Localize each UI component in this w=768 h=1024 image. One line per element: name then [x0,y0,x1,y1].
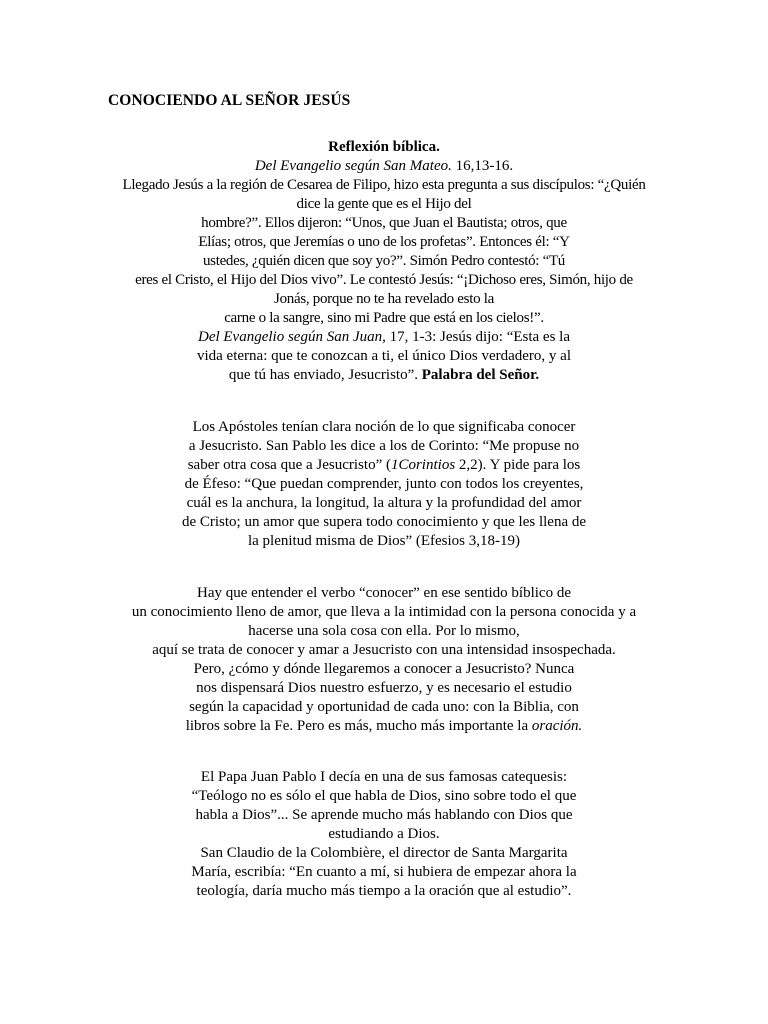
john-line: vida eterna: que te conozcan a ti, el único Dios verdadero, y al [196,348,571,364]
paragraph-line: Hay que entender el verbo “conocer” en ese sentido bíblico de [196,585,571,601]
john-line [60,366,708,385]
matthew-source-line [60,157,708,176]
paragraph-line: estudiando a Dios. [328,826,440,842]
matthew-line: eres el Cristo, el Hijo del Dios vivo”. Le contestó Jesús: “¡Dichoso eres, Simón, hijo de [135,272,633,288]
paragraph-line: María, escribía: “En cuanto a mí, si hubiera de empezar ahora la [191,864,577,880]
paragraph-line: Los Apóstoles tenían clara noción de lo que significaba conocer [192,419,576,435]
closing-acclamation: Palabra del Señor. [421,367,540,383]
matthew-line: Jonás, porque no te ha revelado esto la [274,291,494,307]
paragraph-line: según la capacidad y oportunidad de cada uno: con la Biblia, con [189,699,579,715]
paragraph-line: la plenitud misma de Dios” (Efesios 3,18-19) [247,533,521,549]
paragraph-text: saber otra cosa que a Jesucristo” ( [187,457,391,473]
matthew-line: ustedes, ¿quién dicen que soy yo?”. Simón Pedro contestó: “Tú [202,253,566,269]
paragraph-popes [60,768,708,901]
paragraph-line: nos dispensará Dios nuestro esfuerzo, y es necesario el estudio [196,680,572,696]
paragraph-line: “Teólogo no es sólo el que habla de Dios, sino sobre todo el que [191,788,577,804]
paragraph-line: habla a Dios”... Se aprende mucho más hablando con Dios que [195,807,573,823]
paragraph-apostles [60,418,708,551]
emphasis-word: oración. [531,718,583,734]
paragraph-line: un conocimiento lleno de amor, que lleva a la intimidad con la persona conocida y a [131,604,637,620]
section-heading: Reflexión bíblica. [328,139,440,155]
john-line-text: que tú has enviado, Jesucristo”. [228,367,422,383]
matthew-line: hombre?”. Ellos dijeron: “Unos, que Juan el Bautista; otros, que [201,215,567,231]
matthew-line: dice la gente que es el Hijo del [296,196,472,212]
paragraph-text: 2,2). Y pide para los [455,457,581,473]
scripture-reference: 1Corintios [390,457,456,473]
paragraph-line: de Cristo; un amor que supera todo conocimiento y que les llena de [181,514,587,530]
john-line [60,328,708,347]
paragraph-line: aquí se trata de conocer y amar a Jesucristo con una intensidad insospechada. [152,642,616,658]
paragraph-line [60,717,708,736]
john-source: Del Evangelio según San Juan, [197,329,386,345]
john-line-rest: 17, 1-3: Jesús dijo: “Esta es la [385,329,570,345]
paragraph-line [60,456,708,475]
paragraph-line: cuál es la anchura, la longitud, la altura y la profundidad del amor [186,495,582,511]
reflection-section [60,138,708,385]
document-title: CONOCIENDO AL SEÑOR JESÚS [108,92,351,109]
paragraph-text: libros sobre la Fe. Pero es más, mucho más importante la [185,718,532,734]
paragraph-line: Pero, ¿cómo y dónde llegaremos a conocer a Jesucristo? Nunca [193,661,575,677]
paragraph-line: de Éfeso: “Que puedan comprender, junto con todos los creyentes, [184,476,584,492]
matthew-source: Del Evangelio según San Mateo. [254,158,452,174]
paragraph-line: a Jesucristo. San Pablo les dice a los de Corinto: “Me propuse no [188,438,580,454]
paragraph-line: teología, daría mucho más tiempo a la oración que al estudio”. [196,883,572,899]
paragraph-line: San Claudio de la Colombière, el director de Santa Margarita [200,845,568,861]
paragraph-conocer [60,584,708,736]
paragraph-line: El Papa Juan Pablo I decía en una de sus famosas catequesis: [200,769,568,785]
paragraph-line: hacerse una sola cosa con ella. Por lo mismo, [248,623,520,639]
matthew-line: Llegado Jesús a la región de Cesarea de Filipo, hizo esta pregunta a sus discípulos: “¿Quién [122,177,646,193]
matthew-line: Elías; otros, que Jeremías o uno de los profetas”. Entonces él: “Y [198,234,570,250]
matthew-reference: 16,13-16. [451,158,514,174]
matthew-line: carne o la sangre, sino mi Padre que está en los cielos!”. [224,310,544,326]
